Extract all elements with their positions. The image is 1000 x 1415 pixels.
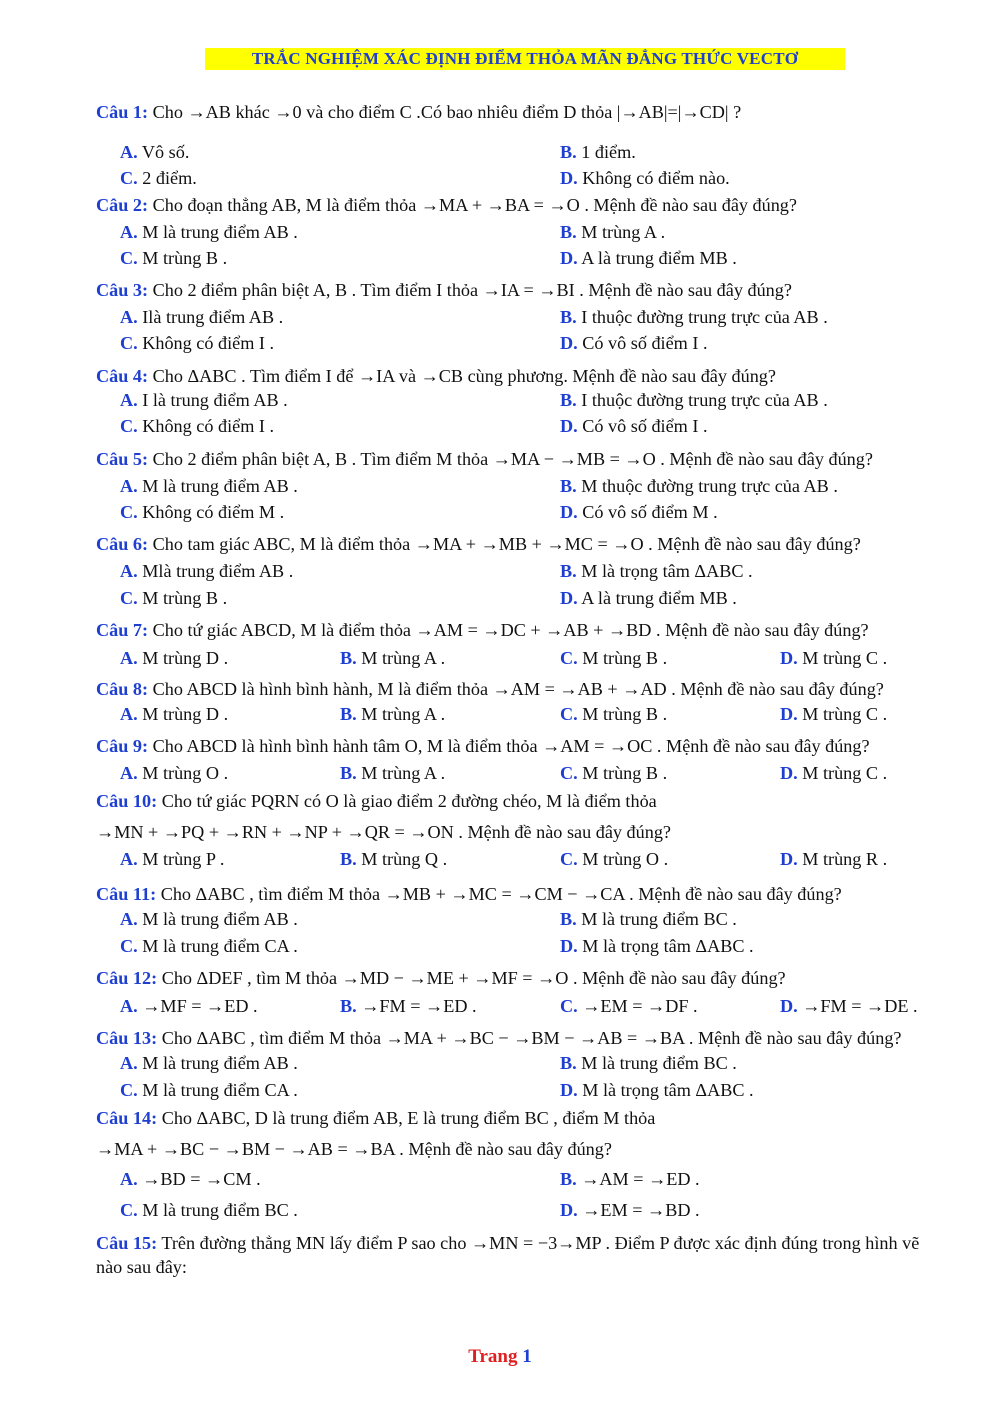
answer-option[interactable] xyxy=(120,166,197,190)
option-text: M trùng D . xyxy=(142,704,229,724)
answer-option[interactable] xyxy=(120,500,284,524)
answer-option[interactable] xyxy=(340,702,445,726)
option-letter: D. xyxy=(560,168,578,188)
option-text: M là trung điểm CA . xyxy=(142,936,298,956)
option-letter: D. xyxy=(560,502,578,522)
question-number: Câu 10: xyxy=(96,791,158,811)
answer-option[interactable] xyxy=(780,994,918,1018)
question-number: Câu 12: xyxy=(96,968,158,988)
answer-option[interactable] xyxy=(120,305,283,329)
option-text: M trùng B . xyxy=(582,648,668,668)
answer-option[interactable] xyxy=(560,331,708,355)
option-text: M trùng C . xyxy=(802,704,888,724)
question-text: Cho ΔDEF , tìm M thỏa →MD − →ME + →MF = →O . Mệnh đề nào sau đây đúng? xyxy=(161,968,786,988)
page-label: Trang xyxy=(468,1346,518,1367)
answer-option[interactable] xyxy=(120,1167,261,1191)
option-text: M là trung điểm AB . xyxy=(142,476,298,496)
option-letter: B. xyxy=(560,222,577,242)
option-letter: D. xyxy=(560,1200,578,1220)
option-letter: D. xyxy=(780,849,798,869)
option-letter: B. xyxy=(340,704,357,724)
answer-option[interactable] xyxy=(780,761,887,785)
page-number: 1 xyxy=(522,1346,532,1367)
option-text: →EM = →DF . xyxy=(582,996,698,1016)
option-text: M là trọng tâm ΔABC . xyxy=(582,936,754,956)
question-6 xyxy=(96,532,861,556)
option-text: Không có điểm M . xyxy=(142,502,285,522)
option-letter: B. xyxy=(560,476,577,496)
option-text: M là trung điểm AB . xyxy=(142,222,298,242)
question-8 xyxy=(96,677,884,701)
question-14 xyxy=(96,1106,655,1130)
option-letter: C. xyxy=(120,588,138,608)
option-letter: D. xyxy=(780,996,798,1016)
option-text: M trùng O . xyxy=(582,849,669,869)
option-text: M trùng P . xyxy=(142,849,225,869)
answer-option[interactable] xyxy=(340,646,445,670)
question-text: Cho 2 điểm phân biệt A, B . Tìm điểm M thỏa →MA − →MB = →O . Mệnh đề nào sau đây đúng? xyxy=(152,449,873,469)
option-text: A là trung điểm MB . xyxy=(581,248,737,268)
answer-option[interactable] xyxy=(120,414,274,438)
question-number: Câu 5: xyxy=(96,449,149,469)
option-letter: C. xyxy=(120,416,138,436)
option-text: M trùng B . xyxy=(582,704,668,724)
option-letter: D. xyxy=(560,1080,578,1100)
answer-option[interactable] xyxy=(780,847,887,871)
option-letter: C. xyxy=(120,168,138,188)
option-letter: A. xyxy=(120,849,138,869)
question-number: Câu 2: xyxy=(96,195,149,215)
option-letter: A. xyxy=(120,561,138,581)
option-letter: B. xyxy=(560,561,577,581)
question-text: Cho tứ giác ABCD, M là điểm thỏa →AM = →DC + →AB + →BD . Mệnh đề nào sau đây đúng? xyxy=(152,620,869,640)
question-4 xyxy=(96,364,776,388)
option-letter: B. xyxy=(340,763,357,783)
question-number: Câu 14: xyxy=(96,1108,158,1128)
option-letter: D. xyxy=(780,763,798,783)
option-text: I là trung điểm AB . xyxy=(142,390,288,410)
answer-option[interactable] xyxy=(120,994,258,1018)
option-letter: B. xyxy=(560,307,577,327)
option-text: →AM = →ED . xyxy=(581,1169,700,1189)
option-letter: B. xyxy=(340,648,357,668)
answer-option[interactable] xyxy=(780,646,887,670)
answer-option[interactable] xyxy=(560,847,668,871)
option-letter: D. xyxy=(780,648,798,668)
option-letter: B. xyxy=(340,996,357,1016)
answer-option[interactable] xyxy=(560,586,737,610)
option-text: M trùng A . xyxy=(361,763,446,783)
option-letter: C. xyxy=(120,1080,138,1100)
option-letter: D. xyxy=(560,416,578,436)
option-text: Vô số. xyxy=(141,142,190,162)
option-text: →EM = →BD . xyxy=(582,1200,700,1220)
option-text: M là trung điểm BC . xyxy=(142,1200,298,1220)
answer-option[interactable] xyxy=(560,1167,700,1191)
option-text: 2 điểm. xyxy=(142,168,197,188)
answer-option[interactable] xyxy=(120,220,298,244)
option-letter: B. xyxy=(560,142,577,162)
answer-option[interactable] xyxy=(120,586,227,610)
option-letter: C. xyxy=(120,1200,138,1220)
question-number: Câu 13: xyxy=(96,1028,158,1048)
option-letter: A. xyxy=(120,1169,138,1189)
answer-option[interactable] xyxy=(120,847,224,871)
answer-option[interactable] xyxy=(120,388,288,412)
answer-option[interactable] xyxy=(780,702,887,726)
question-text: Cho tứ giác PQRN có O là giao điểm 2 đường chéo, M là điểm thỏa xyxy=(161,791,657,811)
question-5 xyxy=(96,447,873,471)
question-15 xyxy=(96,1231,938,1279)
option-letter: C. xyxy=(560,763,578,783)
question-text: Cho 2 điểm phân biệt A, B . Tìm điểm I thỏa →IA = →BI . Mệnh đề nào sau đây đúng? xyxy=(152,280,792,300)
question-9 xyxy=(96,734,870,758)
answer-option[interactable] xyxy=(560,140,636,164)
question-1 xyxy=(96,100,741,124)
question-text: Cho ABCD là hình bình hành, M là điểm thỏa →AM = →AB + →AD . Mệnh đề nào sau đây đúng? xyxy=(152,679,884,699)
answer-option[interactable] xyxy=(340,847,447,871)
question-text: Cho đoạn thẳng AB, M là điểm thỏa →MA + →BA = →O . Mệnh đề nào sau đây đúng? xyxy=(152,195,797,215)
answer-option[interactable] xyxy=(560,1051,737,1075)
answer-option[interactable] xyxy=(560,702,667,726)
option-letter: A. xyxy=(120,222,138,242)
question-number: Câu 4: xyxy=(96,366,149,386)
answer-option[interactable] xyxy=(560,305,828,329)
answer-option[interactable] xyxy=(120,474,298,498)
option-text: I thuộc đường trung trực của AB . xyxy=(581,307,828,327)
option-text: M trùng O . xyxy=(142,763,229,783)
option-text: Không có điểm nào. xyxy=(582,168,730,188)
option-text: M trùng R . xyxy=(802,849,888,869)
option-letter: C. xyxy=(120,248,138,268)
option-letter: A. xyxy=(120,142,138,162)
question-text: Cho →AB khác →0 và cho điểm C .Có bao nhiêu điểm D thỏa |→AB|=|→CD| ? xyxy=(152,102,742,122)
option-text: M trùng D . xyxy=(142,648,229,668)
question-text-continued: →MN + →PQ + →RN + →NP + →QR = →ON . Mệnh đề nào sau đây đúng? xyxy=(96,822,671,842)
question-number: Câu 15: xyxy=(96,1233,158,1253)
page-title: TRẮC NGHIỆM XÁC ĐỊNH ĐIỂM THỎA MÃN ĐẲNG THỨC VECTƠ xyxy=(205,48,845,70)
answer-option[interactable] xyxy=(560,474,838,498)
option-text: A là trung điểm MB . xyxy=(581,588,737,608)
answer-option[interactable] xyxy=(560,500,718,524)
question-text: Cho ΔABC , tìm điểm M thỏa →MA + →BC − →BM − →AB = →BA . Mệnh đề nào sau đây đúng? xyxy=(161,1028,902,1048)
question-text: Cho ΔABC . Tìm điểm I để →IA và →CB cùng phương. Mệnh đề nào sau đây đúng? xyxy=(152,366,776,386)
option-text: M là trọng tâm ΔABC . xyxy=(582,1080,754,1100)
question-text-continued: →MA + →BC − →BM − →AB = →BA . Mệnh đề nào sau đây đúng? xyxy=(96,1139,612,1159)
option-letter: A. xyxy=(120,909,138,929)
option-letter: D. xyxy=(560,588,578,608)
option-text: M là trung điểm AB . xyxy=(142,1053,298,1073)
option-text: M thuộc đường trung trực của AB . xyxy=(581,476,838,496)
option-letter: D. xyxy=(780,704,798,724)
answer-option[interactable] xyxy=(560,1078,754,1102)
question-10 xyxy=(96,789,657,813)
answer-option[interactable] xyxy=(560,166,730,190)
option-text: M trùng B . xyxy=(142,248,228,268)
option-letter: C. xyxy=(560,996,578,1016)
option-text: M trùng B . xyxy=(142,588,228,608)
answer-option[interactable] xyxy=(560,1198,700,1222)
option-text: 1 điểm. xyxy=(581,142,636,162)
option-text: Ilà trung điểm AB . xyxy=(142,307,284,327)
answer-option[interactable] xyxy=(560,388,828,412)
question-3 xyxy=(96,278,792,302)
option-letter: C. xyxy=(560,648,578,668)
option-letter: C. xyxy=(120,936,138,956)
answer-option[interactable] xyxy=(560,994,698,1018)
answer-option[interactable] xyxy=(560,414,708,438)
answer-option[interactable] xyxy=(120,140,189,164)
option-text: M là trung điểm BC . xyxy=(581,1053,737,1073)
page-footer xyxy=(0,1346,1000,1368)
question-number: Câu 7: xyxy=(96,620,149,640)
answer-option[interactable] xyxy=(340,761,445,785)
answer-option[interactable] xyxy=(120,246,227,270)
answer-option[interactable] xyxy=(560,246,737,270)
option-letter: D. xyxy=(560,936,578,956)
answer-option[interactable] xyxy=(120,907,298,931)
option-letter: B. xyxy=(560,1053,577,1073)
option-text: M trùng C . xyxy=(802,763,888,783)
option-text: Mlà trung điểm AB . xyxy=(142,561,294,581)
option-letter: B. xyxy=(560,390,577,410)
option-text: →FM = →DE . xyxy=(802,996,918,1016)
answer-option[interactable] xyxy=(560,559,753,583)
option-text: Có vô số điểm I . xyxy=(582,333,708,353)
option-letter: C. xyxy=(120,502,138,522)
answer-option[interactable] xyxy=(340,994,477,1018)
option-letter: D. xyxy=(560,248,578,268)
answer-option[interactable] xyxy=(120,1051,298,1075)
option-text: →MF = →ED . xyxy=(142,996,258,1016)
question-11 xyxy=(96,882,842,906)
question-number: Câu 11: xyxy=(96,884,157,904)
option-letter: A. xyxy=(120,307,138,327)
question-7 xyxy=(96,618,869,642)
option-text: →FM = →ED . xyxy=(361,996,477,1016)
answer-option[interactable] xyxy=(560,761,667,785)
question-text: Cho ΔABC , tìm điểm M thỏa →MB + →MC = →CM − →CA . Mệnh đề nào sau đây đúng? xyxy=(160,884,842,904)
answer-option[interactable] xyxy=(120,934,298,958)
option-text: M trùng A . xyxy=(361,648,446,668)
question-2 xyxy=(96,193,797,217)
option-letter: B. xyxy=(340,849,357,869)
option-text: Có vô số điểm I . xyxy=(582,416,708,436)
option-letter: A. xyxy=(120,763,138,783)
option-text: M trùng Q . xyxy=(361,849,448,869)
answer-option[interactable] xyxy=(120,1198,298,1222)
option-letter: A. xyxy=(120,648,138,668)
option-text: M là trung điểm CA . xyxy=(142,1080,298,1100)
option-letter: A. xyxy=(120,996,138,1016)
option-text: M trùng A . xyxy=(581,222,666,242)
option-letter: C. xyxy=(560,849,578,869)
option-text: M trùng B . xyxy=(582,763,668,783)
question-12 xyxy=(96,966,786,990)
question-number: Câu 8: xyxy=(96,679,149,699)
answer-option[interactable] xyxy=(560,934,754,958)
answer-option[interactable] xyxy=(560,646,667,670)
option-text: I thuộc đường trung trực của AB . xyxy=(581,390,828,410)
question-text: Trên đường thẳng MN lấy điểm P sao cho →MN = −3→MP . Điểm P được xác định đúng trong hình vẽ nào sau đây: xyxy=(96,1233,920,1277)
option-text: M là trung điểm AB . xyxy=(142,909,298,929)
answer-option[interactable] xyxy=(120,331,274,355)
question-number: Câu 9: xyxy=(96,736,149,756)
answer-option[interactable] xyxy=(120,702,228,726)
option-letter: A. xyxy=(120,704,138,724)
question-text: Cho ΔABC, D là trung điểm AB, E là trung điểm BC , điểm M thỏa xyxy=(161,1108,656,1128)
question-number: Câu 6: xyxy=(96,534,149,554)
option-letter: B. xyxy=(560,1169,577,1189)
answer-option[interactable] xyxy=(120,559,293,583)
option-letter: A. xyxy=(120,390,138,410)
option-text: Không có điểm I . xyxy=(142,333,275,353)
question-number: Câu 1: xyxy=(96,102,149,122)
option-letter: A. xyxy=(120,1053,138,1073)
option-text: M trùng C . xyxy=(802,648,888,668)
option-letter: B. xyxy=(560,909,577,929)
answer-option[interactable] xyxy=(560,907,737,931)
option-letter: C. xyxy=(120,333,138,353)
answer-option[interactable] xyxy=(120,1078,298,1102)
question-text: Cho tam giác ABC, M là điểm thỏa →MA + →MB + →MC = →O . Mệnh đề nào sau đây đúng? xyxy=(152,534,861,554)
option-letter: D. xyxy=(560,333,578,353)
option-letter: A. xyxy=(120,476,138,496)
option-text: M trùng A . xyxy=(361,704,446,724)
question-13 xyxy=(96,1026,902,1050)
answer-option[interactable] xyxy=(120,761,228,785)
question-text: Cho ABCD là hình bình hành tâm O, M là điểm thỏa →AM = →OC . Mệnh đề nào sau đây đúng? xyxy=(152,736,870,756)
question-number: Câu 3: xyxy=(96,280,149,300)
option-text: M là trung điểm BC . xyxy=(581,909,737,929)
option-text: Có vô số điểm M . xyxy=(582,502,718,522)
option-text: →BD = →CM . xyxy=(142,1169,261,1189)
option-letter: C. xyxy=(560,704,578,724)
answer-option[interactable] xyxy=(560,220,665,244)
option-text: Không có điểm I . xyxy=(142,416,275,436)
option-text: M là trọng tâm ΔABC . xyxy=(581,561,753,581)
answer-option[interactable] xyxy=(120,646,228,670)
